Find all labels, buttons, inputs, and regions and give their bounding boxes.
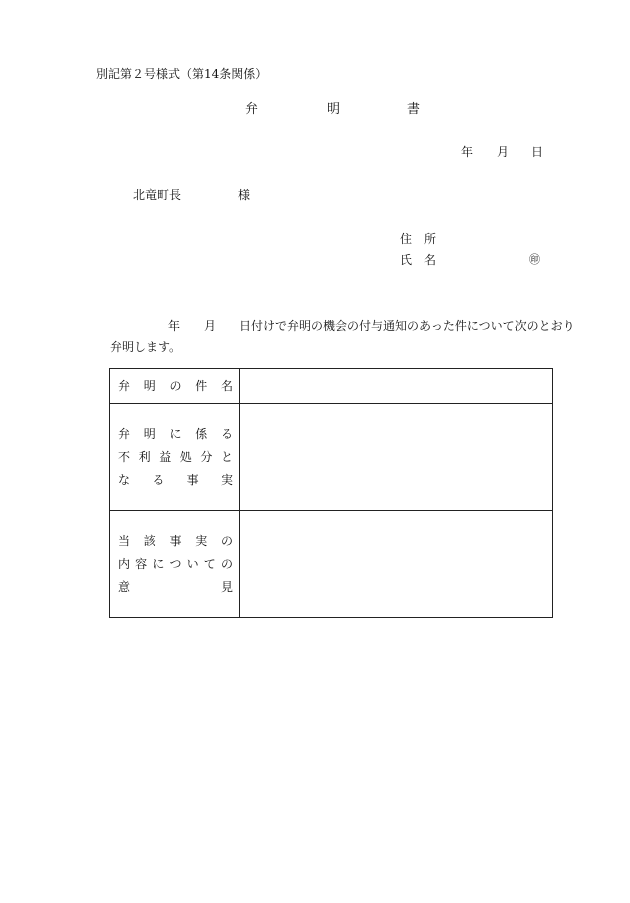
form-number: 別記第２号様式（第14条関係） <box>96 67 268 81</box>
label-char: と <box>220 449 233 464</box>
label-char: 弁 <box>118 426 131 441</box>
label-char: な <box>118 472 131 487</box>
body-text-line2: 弁明します。 <box>110 340 182 354</box>
title-char-3: 書 <box>407 102 421 117</box>
table-row <box>110 511 553 618</box>
label-char: 弁 <box>118 378 131 393</box>
addressee-name: 北竜町長 <box>133 188 182 202</box>
label-char: い <box>186 556 199 571</box>
label-char: 名 <box>220 378 233 393</box>
label-char: 益 <box>159 449 172 464</box>
addressee-honorific: 様 <box>238 188 251 202</box>
sender-address-label: 住 所 <box>400 232 437 246</box>
date-year: 年 <box>461 145 474 159</box>
label-line <box>118 446 233 469</box>
label-char: 件 <box>195 378 208 393</box>
sender-name-label: 氏 名 <box>400 253 437 267</box>
label-char: 事 <box>169 533 182 548</box>
label-char: つ <box>169 556 182 571</box>
label-line <box>118 469 233 492</box>
title-char-2: 明 <box>327 102 341 117</box>
date-month: 月 <box>497 145 510 159</box>
label-char: の <box>220 533 233 548</box>
date-day: 日 <box>531 145 544 159</box>
label-char: 係 <box>195 426 208 441</box>
label-char: 実 <box>195 533 208 548</box>
label-line <box>118 423 233 446</box>
label-char: 事 <box>186 472 199 487</box>
label-lines <box>118 530 233 599</box>
label-char: 当 <box>118 533 131 548</box>
label-line <box>118 530 233 553</box>
label-char: 明 <box>143 378 156 393</box>
label-char: に <box>169 426 182 441</box>
label-char: 意 <box>118 579 131 594</box>
row-label <box>110 369 240 404</box>
body-text-line1: 日付けで弁明の機会の付与通知のあった件について次のとおり <box>239 319 575 333</box>
label-char: 明 <box>143 426 156 441</box>
label-line <box>118 553 233 576</box>
label-line <box>118 576 233 599</box>
label-char: 実 <box>220 472 233 487</box>
label-char: に <box>152 556 165 571</box>
label-char: 内 <box>118 556 131 571</box>
row-label <box>110 404 240 511</box>
seal-mark: ㊞ <box>529 253 540 266</box>
label-char: る <box>220 426 233 441</box>
row-label <box>110 511 240 618</box>
value-cell[interactable] <box>240 404 553 511</box>
label-lines <box>118 375 233 398</box>
label-char: て <box>203 556 216 571</box>
label-char: 利 <box>138 449 151 464</box>
body-month: 月 <box>204 319 217 333</box>
label-lines <box>118 423 233 492</box>
value-cell[interactable] <box>240 511 553 618</box>
label-char: の <box>169 378 182 393</box>
statement-table <box>109 368 553 618</box>
title-char-1: 弁 <box>245 102 259 117</box>
label-char: の <box>220 556 233 571</box>
label-char: 分 <box>200 449 213 464</box>
label-char: 容 <box>135 556 148 571</box>
label-char: 見 <box>220 579 233 594</box>
label-char: 該 <box>143 533 156 548</box>
table-row <box>110 369 553 404</box>
label-char: 不 <box>118 449 131 464</box>
label-char: 処 <box>179 449 192 464</box>
body-year: 年 <box>168 319 181 333</box>
value-cell[interactable] <box>240 369 553 404</box>
label-char: る <box>152 472 165 487</box>
label-line <box>118 375 233 398</box>
table-row <box>110 404 553 511</box>
